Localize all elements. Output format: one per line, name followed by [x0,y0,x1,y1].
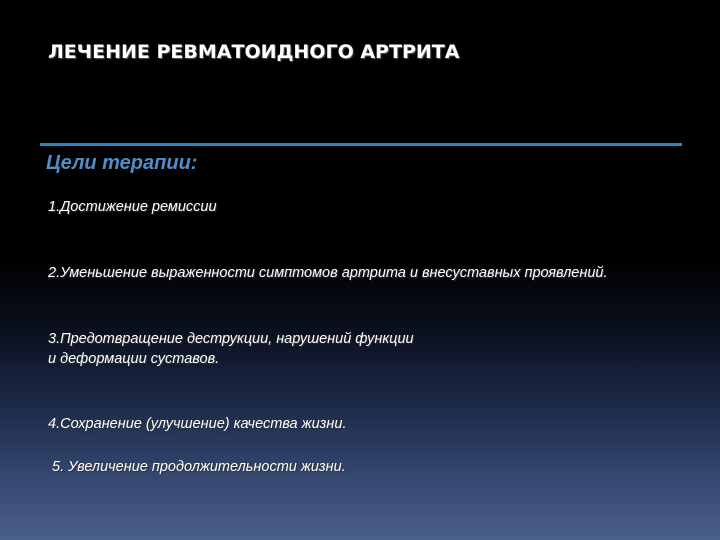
goal-item-2 [48,263,608,283]
slide-title: ЛЕЧЕНИЕ РЕВМАТОИДНОГО АРТРИТА [48,41,460,63]
goal-item-2-text: 2.Уменьшение выраженности симптомов артрита и внесуставных проявлений. [48,265,608,281]
goal-item-3 [48,329,414,369]
goal-item-4 [48,414,347,434]
goal-item-5-text: 5. Увеличение продолжительности жизни. [52,459,346,475]
goal-item-3-text-line-2: и деформации суставов. [48,351,220,367]
goal-item-1 [48,197,217,217]
goal-item-3-text-line-1: 3.Предотвращение деструкции, нарушений функции [48,331,414,347]
section-subtitle: Цели терапии: [46,152,198,174]
title-divider [40,143,682,146]
goal-item-5 [52,457,346,477]
goal-item-4-text: 4.Сохранение (улучшение) качества жизни. [48,416,347,432]
goal-item-1-text: 1.Достижение ремиссии [48,199,217,215]
